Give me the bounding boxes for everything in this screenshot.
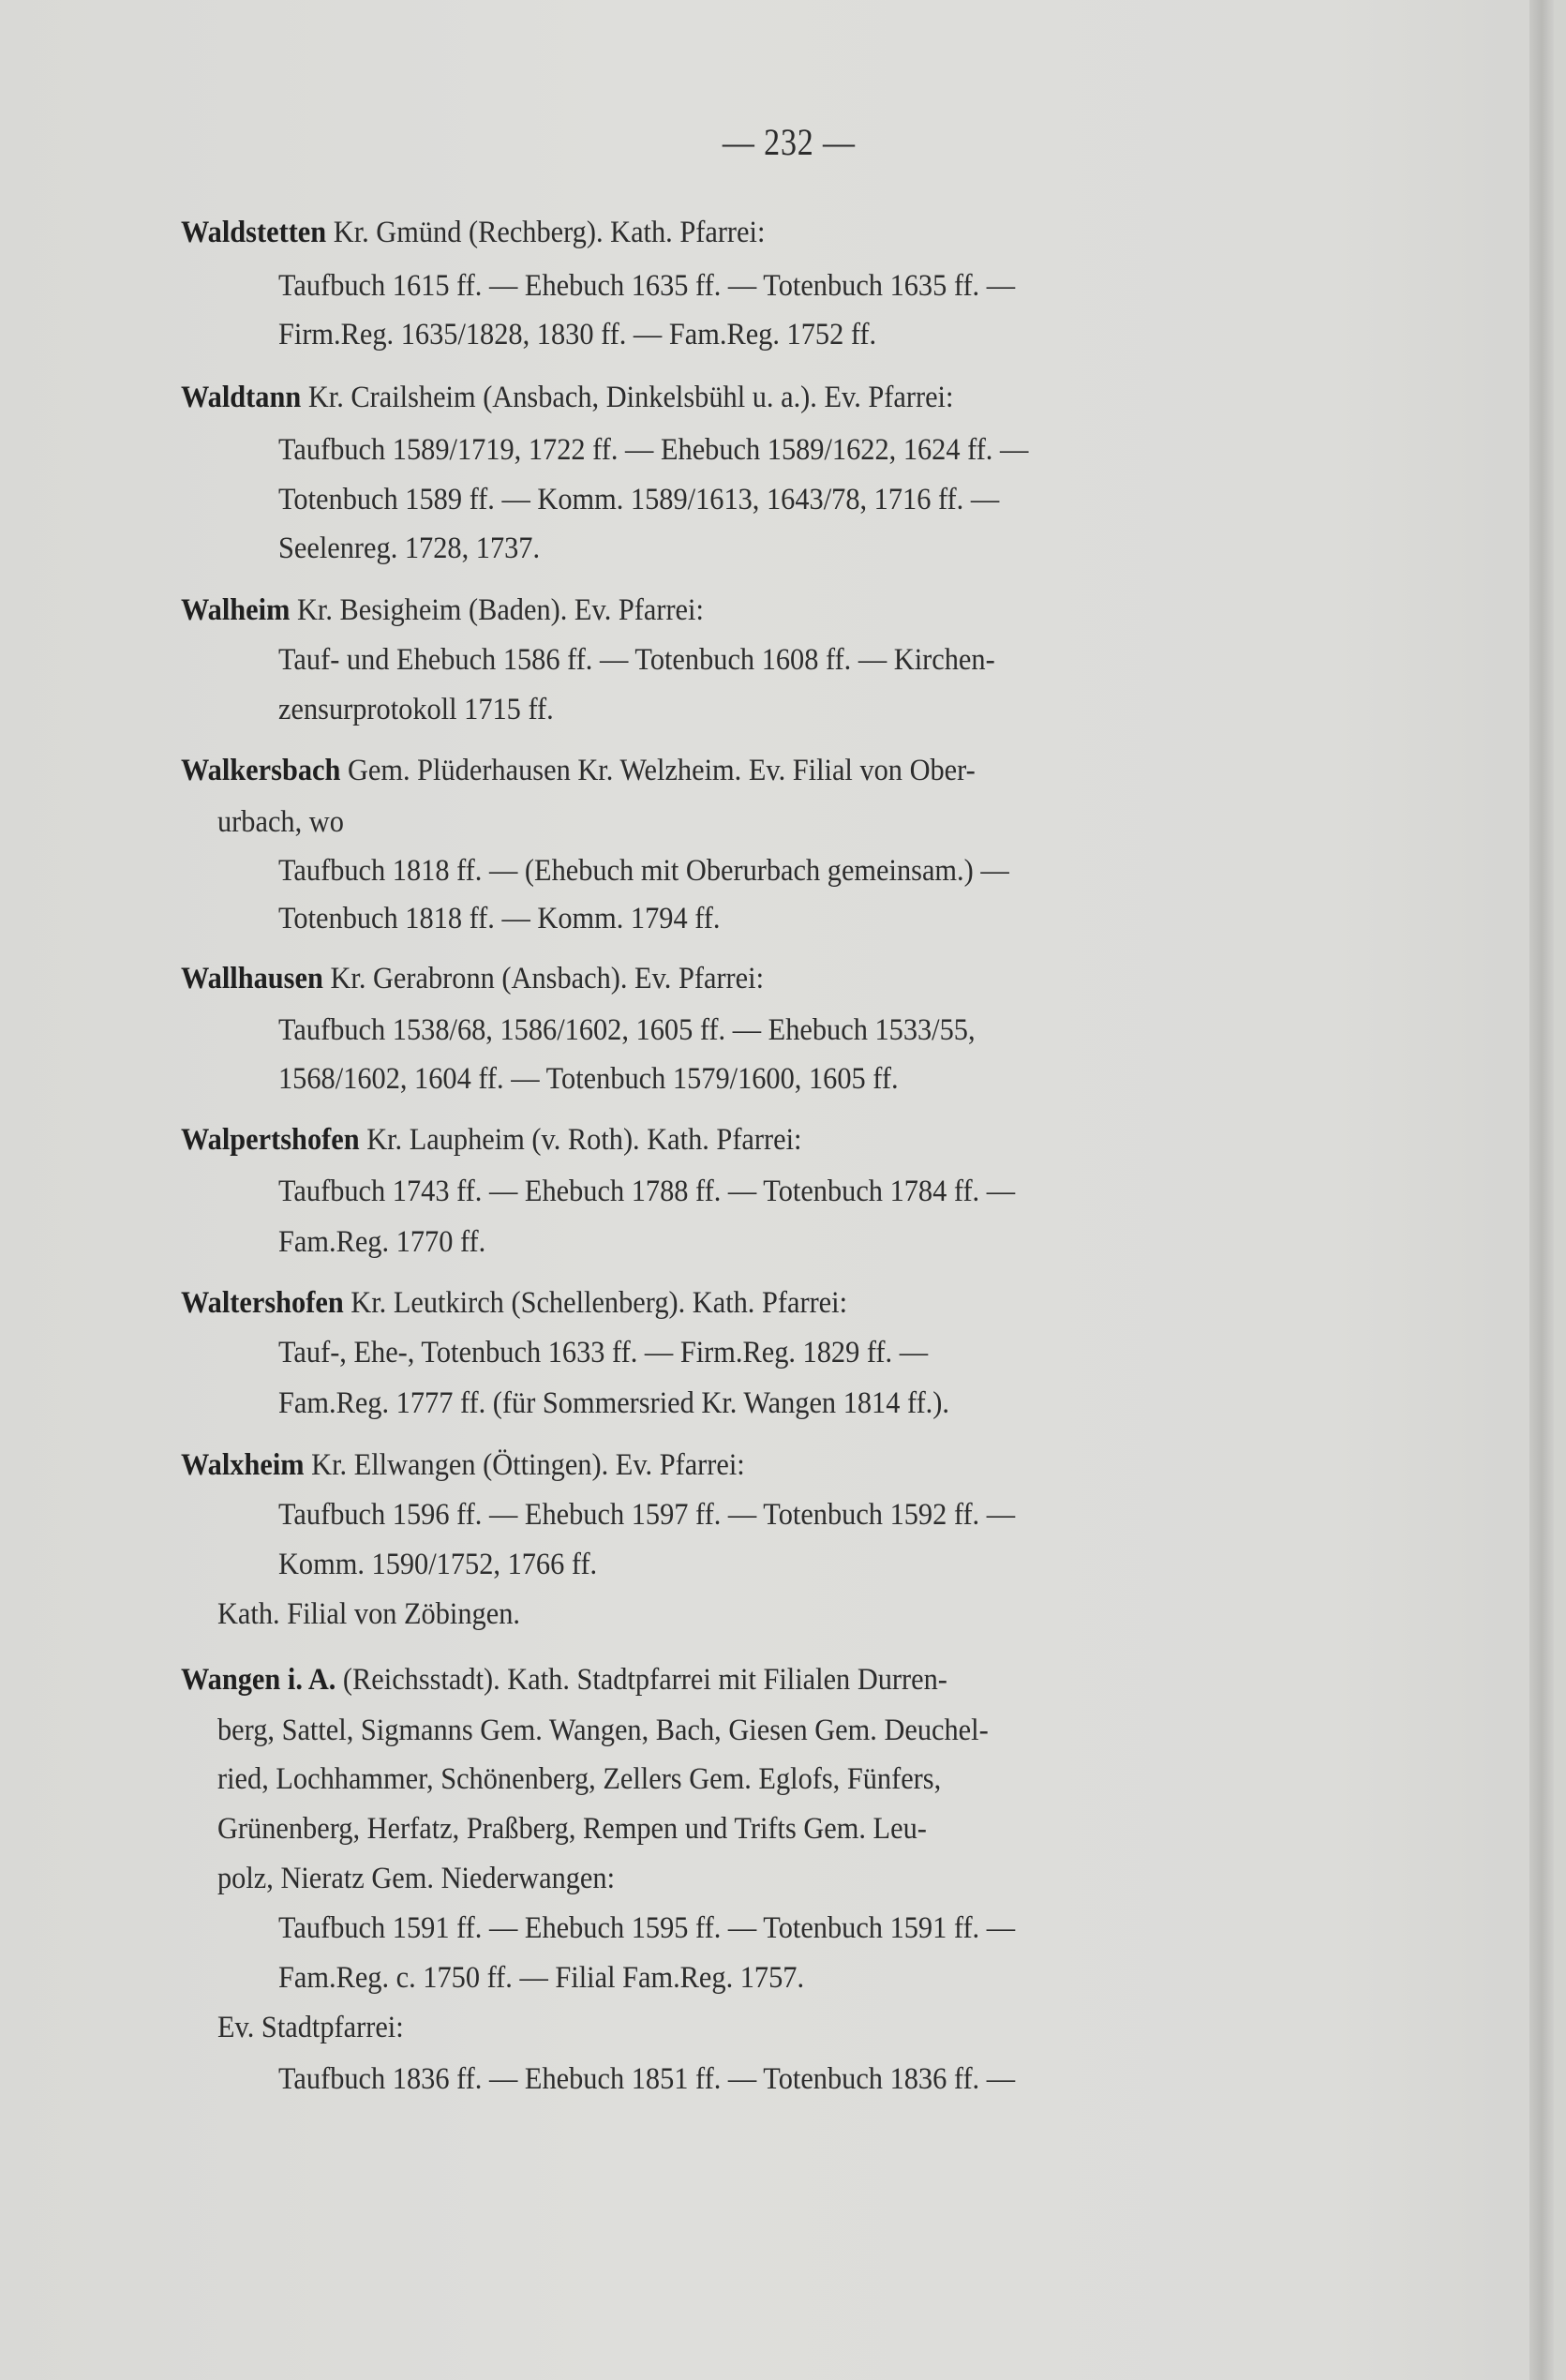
entry-walxheim-line-1: Walxheim Kr. Ellwangen (Öttingen). Ev. Pfarrei: — [181, 1448, 745, 1482]
entry-wangen-line-1: Wangen i. A. (Reichsstadt). Kath. Stadtpfarrei mit Filialen Durren- — [181, 1663, 947, 1697]
entry-waldtann-line-2: Taufbuch 1589/1719, 1722 ff. — Ehebuch 1589/1622, 1624 ff. — — [278, 433, 1029, 467]
page-edge-shadow — [1529, 0, 1554, 2380]
entry-waldstetten-line-2: Taufbuch 1615 ff. — Ehebuch 1635 ff. — Totenbuch 1635 ff. — — [278, 269, 1016, 303]
page-number: — 232 — — [722, 121, 856, 163]
entry-walkersbach-line-4: Totenbuch 1818 ff. — Komm. 1794 ff. — [278, 902, 721, 936]
entry-walkersbach-line-3: Taufbuch 1818 ff. — (Ehebuch mit Oberurbach gemeinsam.) — — [278, 854, 1009, 888]
entry-waldstetten-line-1: Waldstetten Kr. Gmünd (Rechberg). Kath. Pfarrei: — [181, 216, 766, 249]
entry-waldstetten-line-3: Firm.Reg. 1635/1828, 1830 ff. — Fam.Reg. 1752 ff. — [278, 318, 877, 352]
entry-wangen-line-5: polz, Nieratz Gem. Niederwangen: — [217, 1862, 616, 1895]
entry-headword: Walpertshofen — [181, 1123, 360, 1157]
entry-headword: Waldtann — [181, 381, 302, 414]
entry-walpertshofen-line-1: Walpertshofen Kr. Laupheim (v. Roth). Kath. Pfarrei: — [181, 1123, 802, 1157]
entry-walpertshofen-line-3: Fam.Reg. 1770 ff. — [278, 1225, 486, 1259]
entry-wangen-line-4: Grünenberg, Herfatz, Praßberg, Rempen und Trifts Gem. Leu- — [217, 1812, 927, 1846]
entry-headword: Wangen i. A. — [181, 1663, 336, 1697]
entry-wallhausen-line-2: Taufbuch 1538/68, 1586/1602, 1605 ff. — Ehebuch 1533/55, — [278, 1013, 976, 1047]
entry-wangen-line-2: berg, Sattel, Sigmanns Gem. Wangen, Bach, Giesen Gem. Deuchel- — [217, 1714, 989, 1747]
entry-walxheim-line-2: Taufbuch 1596 ff. — Ehebuch 1597 ff. — Totenbuch 1592 ff. — — [278, 1498, 1016, 1532]
entry-headword: Wallhausen — [181, 962, 323, 995]
entry-wangen-line-7: Fam.Reg. c. 1750 ff. — Filial Fam.Reg. 1757. — [278, 1961, 805, 1995]
entry-headword: Walxheim — [181, 1448, 305, 1482]
entry-walxheim-line-3: Komm. 1590/1752, 1766 ff. — [278, 1548, 598, 1581]
entry-waltershofen-line-2: Tauf-, Ehe-, Totenbuch 1633 ff. — Firm.Reg. 1829 ff. — — [278, 1336, 929, 1370]
entry-walpertshofen-line-2: Taufbuch 1743 ff. — Ehebuch 1788 ff. — Totenbuch 1784 ff. — — [278, 1175, 1016, 1208]
entry-headword: Walheim — [181, 593, 291, 627]
entry-walkersbach-line-2: urbach, wo — [217, 805, 344, 839]
entry-waltershofen-line-3: Fam.Reg. 1777 ff. (für Sommersried Kr. Wangen 1814 ff.). — [278, 1386, 949, 1420]
entry-wangen-line-3: ried, Lochhammer, Schönenberg, Zellers Gem. Eglofs, Fünfers, — [217, 1762, 942, 1796]
page-edge — [1554, 0, 1566, 2380]
entry-walxheim-line-4: Kath. Filial von Zöbingen. — [217, 1597, 520, 1631]
entry-walkersbach-line-1: Walkersbach Gem. Plüderhausen Kr. Welzheim. Ev. Filial von Ober- — [181, 754, 976, 787]
entry-wallhausen-line-1: Wallhausen Kr. Gerabronn (Ansbach). Ev. Pfarrei: — [181, 962, 765, 995]
entry-headword: Waltershofen — [181, 1286, 344, 1320]
entry-walheim-line-1: Walheim Kr. Besigheim (Baden). Ev. Pfarrei: — [181, 593, 704, 627]
entry-wangen-line-6: Taufbuch 1591 ff. — Ehebuch 1595 ff. — Totenbuch 1591 ff. — — [278, 1911, 1016, 1945]
entry-waldtann-line-1: Waldtann Kr. Crailsheim (Ansbach, Dinkelsbühl u. a.). Ev. Pfarrei: — [181, 381, 954, 414]
entry-wangen-line-9: Taufbuch 1836 ff. — Ehebuch 1851 ff. — Totenbuch 1836 ff. — — [278, 2062, 1016, 2096]
entry-waltershofen-line-1: Waltershofen Kr. Leutkirch (Schellenberg). Kath. Pfarrei: — [181, 1286, 848, 1320]
entry-waldtann-line-4: Seelenreg. 1728, 1737. — [278, 531, 541, 565]
entry-walheim-line-3: zensurprotokoll 1715 ff. — [278, 693, 554, 726]
entry-walheim-line-2: Tauf- und Ehebuch 1586 ff. — Totenbuch 1608 ff. — Kirchen- — [278, 643, 995, 677]
entry-waldtann-line-3: Totenbuch 1589 ff. — Komm. 1589/1613, 1643/78, 1716 ff. — — [278, 483, 1000, 516]
entry-wallhausen-line-3: 1568/1602, 1604 ff. — Totenbuch 1579/1600, 1605 ff. — [278, 1062, 899, 1096]
entry-headword: Walkersbach — [181, 754, 341, 787]
entry-headword: Waldstetten — [181, 216, 327, 249]
entry-wangen-line-8: Ev. Stadtpfarrei: — [217, 2011, 404, 2044]
